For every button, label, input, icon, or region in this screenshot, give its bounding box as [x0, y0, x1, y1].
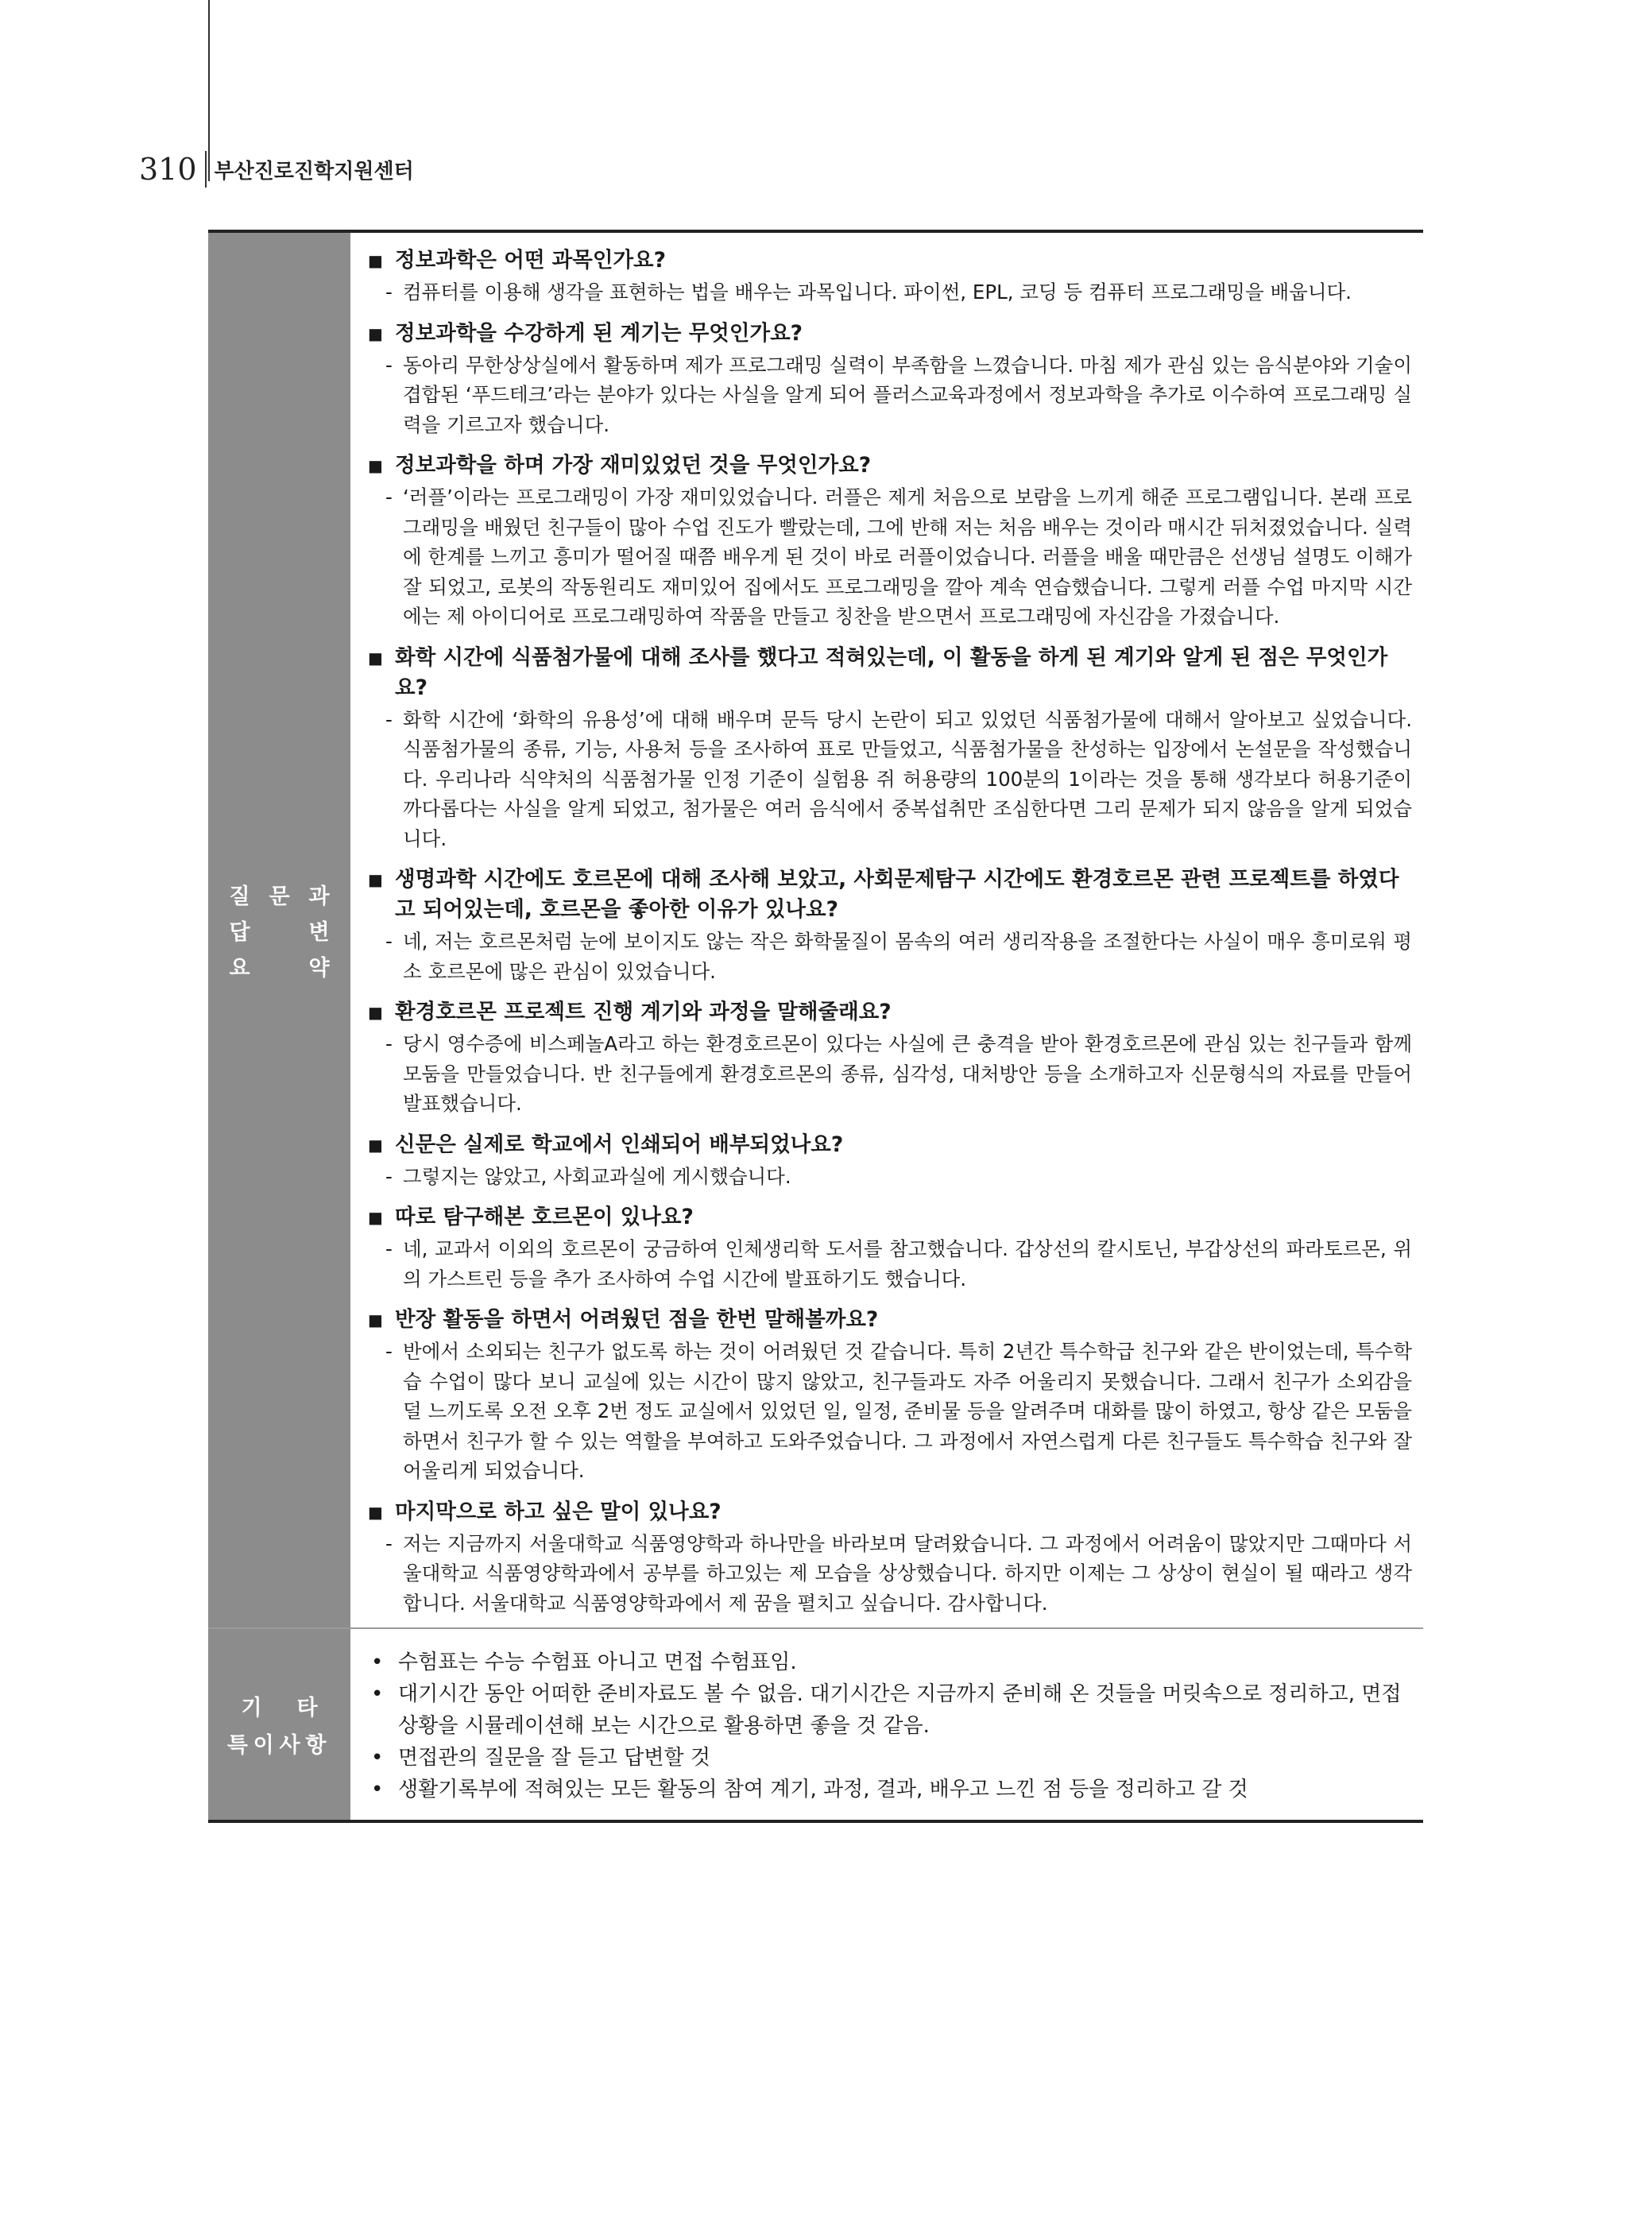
square-bullet-icon: ■	[368, 1310, 383, 1329]
label-char: 과	[308, 884, 330, 909]
square-bullet-icon: ■	[368, 1208, 383, 1227]
question	[368, 643, 1412, 703]
dash-icon: -	[385, 353, 393, 377]
answer-text: 동아리 무한상상실에서 활동하며 제가 프로그래밍 실력이 부족함을 느꼈습니다. 마침 제가 관심 있는 음식분야와 기술이 겹합된 ‘푸드테크’라는 분야가 있다는 사실을 알게 되어 플러스교육과정에서 정보과학을 추가로 이수하여 프로그래밍 실력을 기르고자 했습니다.	[403, 353, 1412, 436]
question	[368, 1305, 1412, 1335]
question	[368, 319, 1412, 349]
qa-content	[350, 233, 1423, 1627]
square-bullet-icon: ■	[368, 1003, 383, 1022]
question	[368, 865, 1412, 925]
label-char: 답	[229, 920, 250, 945]
note-text: 수험표는 수능 수험표 아니고 면접 수험표임.	[398, 1650, 797, 1674]
question	[368, 1202, 1412, 1233]
dash-icon: -	[385, 1340, 393, 1363]
answer	[368, 1337, 1412, 1486]
question	[368, 451, 1412, 481]
square-bullet-icon: ■	[368, 251, 383, 270]
note-text: 생활기록부에 적혀있는 모든 활동의 참여 계기, 과정, 결과, 배우고 느낀 점 등을 정리하고 갈 것	[398, 1778, 1248, 1801]
answer-text: 그렇지는 않았고, 사회교과실에 게시했습니다.	[403, 1164, 791, 1188]
header-title: 부산진로진학지원센터	[214, 159, 414, 184]
square-bullet-icon: ■	[368, 456, 383, 475]
label-char: 타	[296, 1696, 318, 1720]
dash-icon: -	[385, 281, 393, 304]
question-text: 환경호르몬 프로젝트 진행 계기와 과정을 말해줄래요?	[395, 1000, 892, 1024]
label-char: 요	[229, 956, 250, 981]
dash-icon: -	[385, 1164, 393, 1188]
answer-text: 저는 지금까지 서울대학교 식품영양학과 하나만을 바라보며 달려왔습니다. 그 과정에서 어려움이 많았지만 그때마다 서울대학교 식품영양학과에서 공부를 하고있는 제 모습을 상상했습니다. 하지만 이제는 그 상상이 현실이 될 때라고 생각합니다. 서울대학교 식품영양학과에서 제 꿈을 펼치고 싶습니다. 감사합니다.	[403, 1531, 1412, 1615]
answer	[368, 927, 1412, 986]
square-bullet-icon: ■	[368, 1135, 383, 1155]
note-text: 면접관의 질문을 잘 듣고 답변할 것	[398, 1746, 710, 1770]
answer	[368, 1029, 1412, 1119]
qa-item	[368, 451, 1412, 632]
dash-icon: -	[385, 1032, 393, 1055]
qa-summary-label	[208, 233, 350, 1627]
dash-icon: -	[385, 1237, 393, 1260]
question-text: 정보과학을 하며 가장 재미있었던 것을 무엇인가요?	[395, 453, 872, 478]
question-text: 정보과학을 수강하게 된 계기는 무엇인가요?	[395, 320, 803, 346]
answer	[368, 1529, 1412, 1619]
qa-item	[368, 246, 1412, 308]
question	[368, 997, 1412, 1027]
question-text: 마지막으로 하고 싶은 말이 있나요?	[395, 1499, 722, 1524]
dash-icon: -	[385, 486, 393, 509]
answer-text: ‘러플’이라는 프로그래밍이 가장 재미있었습니다. 러플은 제게 처음으로 보람을 느끼게 해준 프로그램입니다. 본래 프로그래밍을 배웠던 친구들이 많아 수업 진도가 빨랐는데, 그에 반해 저는 처음 배우는 것이라 매시간 뒤처졌었습니다. 실력에 한계를 느끼고 흥미가 떨어질 때쯤 배우게 된 것이 바로 러플이었습니다. 러플을 배울 때만큼은 선생님 설명도 이해가 잘 되었고, 로봇의 작동원리도 재미있어 집에서도 프로그래밍을 깔아 계속 연습했습니다. 그렇게 러플 수업 마지막 시간에는 제 아이디어로 프로그래밍하여 작품을 만들고 칭찬을 받으면서 프로그래밍에 자신감을 가졌습니다.	[403, 486, 1412, 628]
answer	[368, 1234, 1412, 1294]
qa-item	[368, 1497, 1412, 1619]
qa-item	[368, 1130, 1412, 1192]
label-char: 문	[269, 884, 290, 909]
label-char: 기	[241, 1696, 262, 1720]
answer-text: 당시 영수증에 비스페놀A라고 하는 환경호르몬이 있다는 사실에 큰 충격을 받아 환경호르몬에 관심 있는 친구들과 함께 모둠을 만들었습니다. 반 친구들에게 환경호르몬의 종류, 심각성, 대처방안 등을 소개하고자 신문형식의 자료를 만들어 발표했습니다.	[403, 1032, 1412, 1115]
qa-item	[368, 865, 1412, 986]
answer	[368, 350, 1412, 440]
interview-summary-table	[208, 230, 1423, 1823]
answer	[368, 277, 1412, 308]
note-item	[368, 1742, 1412, 1774]
label-char: 약	[308, 956, 330, 981]
answer-text: 반에서 소외되는 친구가 없도록 하는 것이 어려웠던 것 같습니다. 특히 2년간 특수학급 친구와 같은 반이었는데, 특수학습 수업이 많다 보니 교실에 있는 시간이 많지 않았고, 친구들과도 자주 어울리지 못했습니다. 그래서 친구가 소외감을 덜 느끼도록 오전 오후 2번 정도 교실에서 있었던 일, 일정, 준비물 등을 알려주며 대화를 많이 하였고, 항상 같은 모둠을 하면서 친구가 할 수 있는 역할을 부여하고 도와주었습니다. 그 과정에서 자연스럽게 다른 친구들도 특수학습 친구와 잘 어울리게 되었습니다.	[403, 1340, 1412, 1482]
label-line: 특이사항	[226, 1733, 332, 1758]
label-char	[262, 915, 297, 946]
dot-bullet-icon: •	[371, 1650, 384, 1674]
label-char: 질	[229, 884, 250, 909]
dash-icon: -	[385, 930, 393, 953]
question-text: 화학 시간에 식품첨가물에 대해 조사를 했다고 적혀있는데, 이 활동을 하게 된 계기와 알게 된 점은 무엇인가요?	[395, 644, 1388, 700]
qa-item	[368, 1305, 1412, 1486]
answer-text: 네, 저는 호르몬처럼 눈에 보이지도 않는 작은 화학물질이 몸속의 여러 생리작용을 조절한다는 사실이 매우 흥미로워 평소 호르몬에 많은 관심이 있었습니다.	[403, 930, 1412, 983]
qa-item	[368, 1202, 1412, 1294]
page-number: 310	[139, 152, 197, 187]
question	[368, 246, 1412, 276]
dot-bullet-icon: •	[371, 1746, 384, 1770]
qa-item	[368, 643, 1412, 854]
dot-bullet-icon: •	[371, 1778, 384, 1801]
label-char	[262, 950, 297, 981]
note-text: 대기시간 동안 어떠한 준비자료도 볼 수 없음. 대기시간은 지금까지 준비해 온 것들을 머릿속으로 정리하고, 면접상황을 시뮬레이션해 보는 시간으로 활용하면 좋을 것 같음.	[398, 1682, 1402, 1738]
square-bullet-icon: ■	[368, 648, 383, 668]
header-divider	[205, 151, 207, 188]
dash-icon: -	[385, 707, 393, 731]
note-item	[368, 1678, 1412, 1742]
note-item	[368, 1647, 1412, 1678]
question	[368, 1497, 1412, 1527]
square-bullet-icon: ■	[368, 870, 383, 889]
question-text: 생명과학 시간에도 호르몬에 대해 조사해 보았고, 사회문제탐구 시간에도 환경호르몬 관련 프로젝트를 하였다고 되어있는데, 호르몬을 좋아한 이유가 있나요?	[395, 867, 1399, 922]
page-header	[139, 145, 414, 193]
answer-text: 컴퓨터를 이용해 생각을 표현하는 법을 배우는 과목입니다. 파이썬, EPL, 코딩 등 컴퓨터 프로그래밍을 배웁니다.	[403, 281, 1352, 304]
qa-item	[368, 319, 1412, 440]
question-text: 신문은 실제로 학교에서 인쇄되어 배부되었나요?	[395, 1132, 844, 1157]
answer	[368, 1162, 1412, 1192]
qa-summary-row	[208, 233, 1423, 1627]
other-notes-label	[208, 1629, 350, 1820]
qa-item	[368, 997, 1412, 1119]
note-item	[368, 1774, 1412, 1805]
answer-text: 네, 교과서 이외의 호르몬이 궁금하여 인체생리학 도서를 참고했습니다. 갑상선의 칼시토닌, 부갑상선의 파라토르몬, 위의 가스트린 등을 추가 조사하여 수업 시간에 발표하기도 했습니다.	[403, 1237, 1412, 1291]
question	[368, 1130, 1412, 1160]
answer	[368, 705, 1412, 854]
answer	[368, 482, 1412, 632]
square-bullet-icon: ■	[368, 323, 383, 343]
square-bullet-icon: ■	[368, 1502, 383, 1522]
notes-content	[350, 1629, 1423, 1820]
question-text: 정보과학은 어떤 과목인가요?	[395, 248, 667, 273]
question-text: 따로 탐구해본 호르몬이 있나요?	[395, 1205, 694, 1229]
other-notes-row	[208, 1627, 1423, 1820]
dash-icon: -	[385, 1531, 393, 1555]
label-char: 변	[308, 920, 330, 945]
question-text: 반장 활동을 하면서 어려웠던 점을 한번 말해볼까요?	[395, 1307, 879, 1332]
answer-text: 화학 시간에 ‘화학의 유용성’에 대해 배우며 문득 당시 논란이 되고 있었던 식품첨가물에 대해서 알아보고 싶었습니다. 식품첨가물의 종류, 기능, 사용처 등을 조사하여 표로 만들었고, 식품첨가물을 찬성하는 입장에서 논설문을 작성했습니다. 우리나라 식약처의 식품첨가물 인정 기준이 실험용 쥐 허용량의 100분의 1이라는 것을 통해 생각보다 허용기준이 까다롭다는 사실을 알게 되었고, 첨가물은 여러 음식에서 중복섭취만 조심한다면 그리 문제가 되지 않음을 알게 되었습니다.	[403, 707, 1412, 850]
dot-bullet-icon: •	[371, 1682, 384, 1706]
